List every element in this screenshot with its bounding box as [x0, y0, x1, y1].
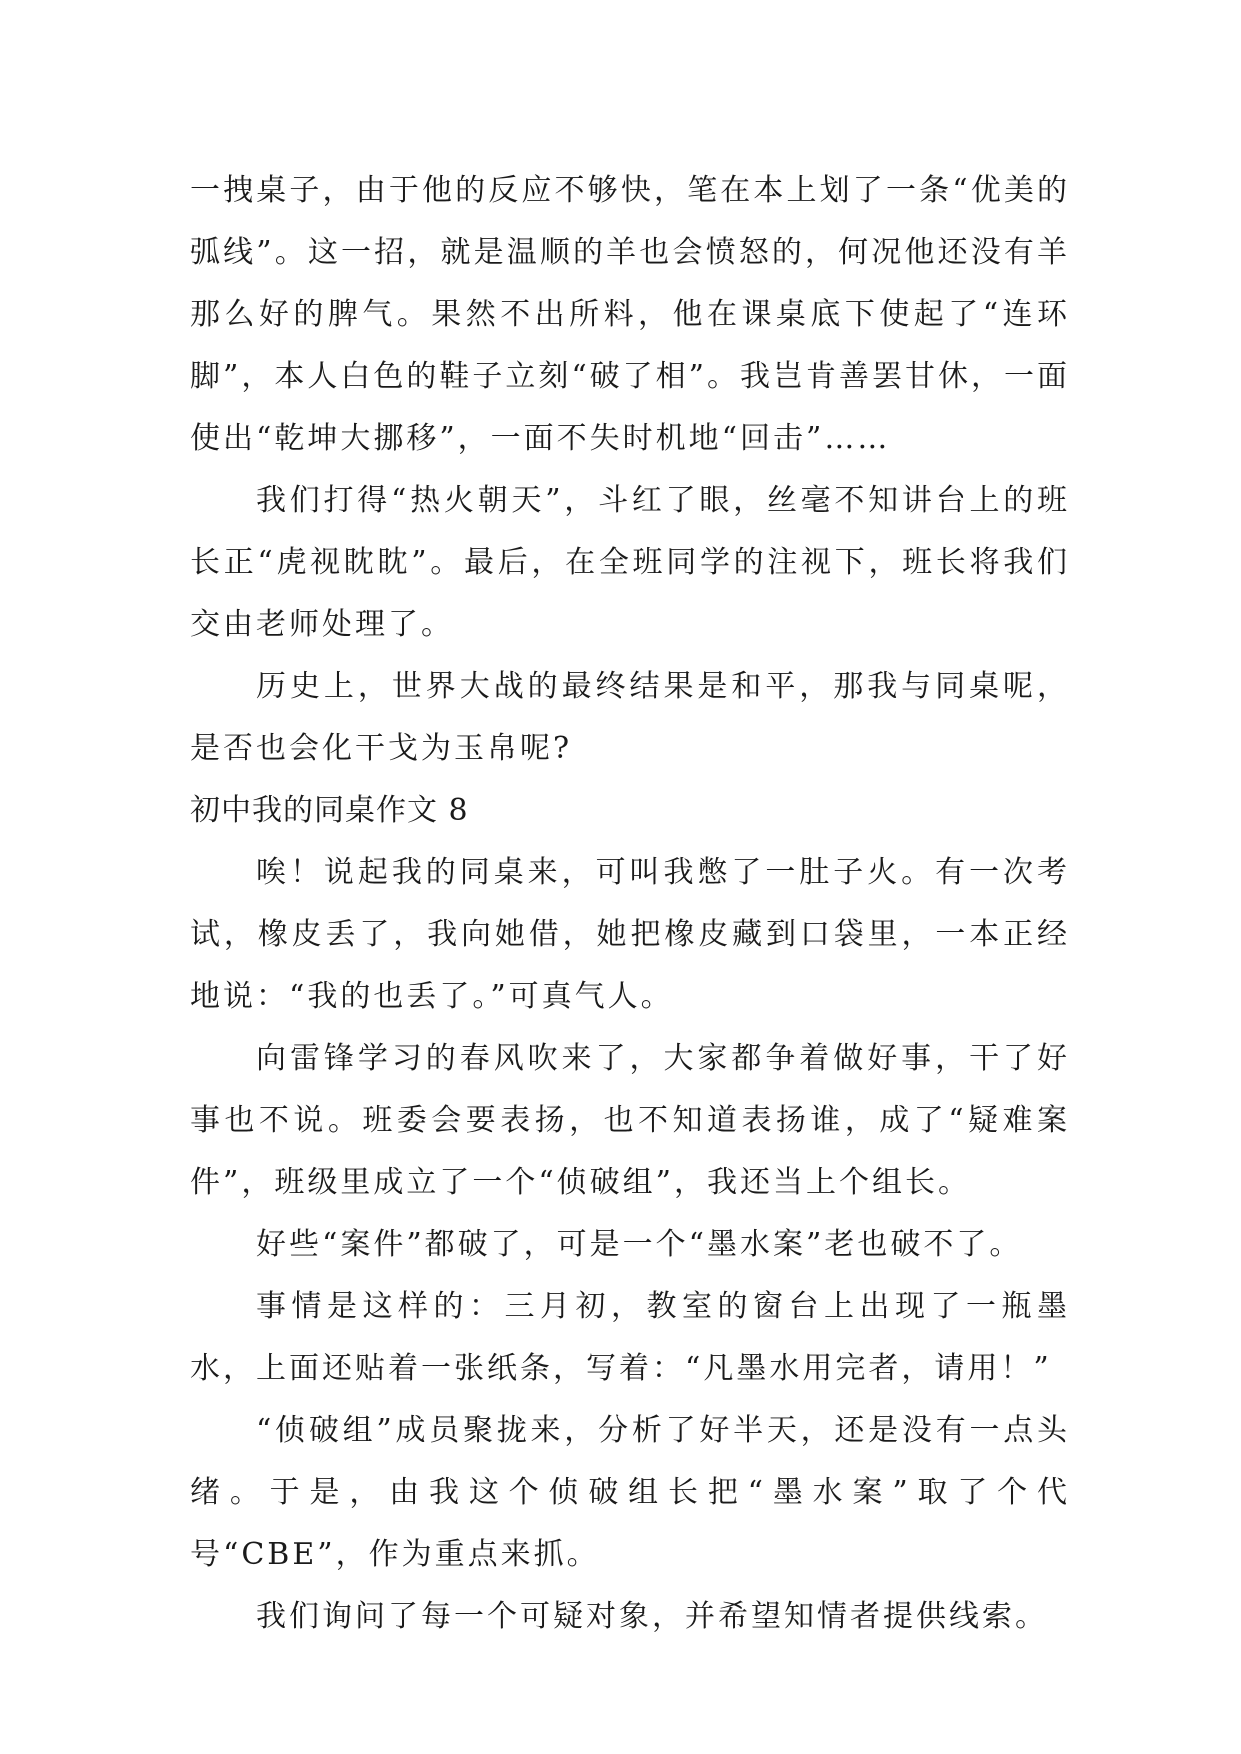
- paragraph: 一拽桌子，由于他的反应不够快，笔在本上划了一条“优美的弧线”。这一招，就是温顺的羊也会愤怒的，何况他还没有羊那么好的脾气。果然不出所料，他在课桌底下使起了“连环脚”，本人白色的鞋子立刻“破了相”。我岂肯善罢甘休，一面使出“乾坤大挪移”，一面不失时机地“回击”……: [190, 173, 1071, 456]
- paragraph: “侦破组”成员聚拢来，分析了好半天，还是没有一点头绪。于是，由我这个侦破组长把“墨水案”取了个代号“CBE”，作为重点来抓。: [190, 1413, 1070, 1572]
- paragraph: 好些“案件”都破了，可是一个“墨水案”老也破不了。: [256, 1227, 1023, 1262]
- section-heading: 初中我的同桌作文 8: [190, 793, 469, 828]
- paragraph: 唉！说起我的同桌来，可叫我憋了一肚子火。有一次考试，橡皮丢了，我向她借，她把橡皮藏到口袋里，一本正经地说：“我的也丢了。”可真气人。: [190, 855, 1070, 1014]
- paragraph: 历史上，世界大战的最终结果是和平，那我与同桌呢，是否也会化干戈为玉帛呢?: [190, 669, 1070, 766]
- paragraph: 我们打得“热火朝天”，斗红了眼，丝毫不知讲台上的班长正“虎视眈眈”。最后，在全班同学的注视下，班长将我们交由老师处理了。: [190, 483, 1070, 642]
- document-body: [190, 160, 1070, 1648]
- paragraph: 向雷锋学习的春风吹来了，大家都争着做好事，干了好事也不说。班委会要表扬，也不知道表扬谁，成了“疑难案件”，班级里成立了一个“侦破组”，我还当上个组长。: [190, 1041, 1070, 1200]
- paragraph: 事情是这样的：三月初，教室的窗台上出现了一瓶墨水，上面还贴着一张纸条，写着：“凡墨水用完者，请用！”: [190, 1289, 1070, 1386]
- paragraph: 我们询问了每一个可疑对象，并希望知情者提供线索。: [256, 1599, 1048, 1634]
